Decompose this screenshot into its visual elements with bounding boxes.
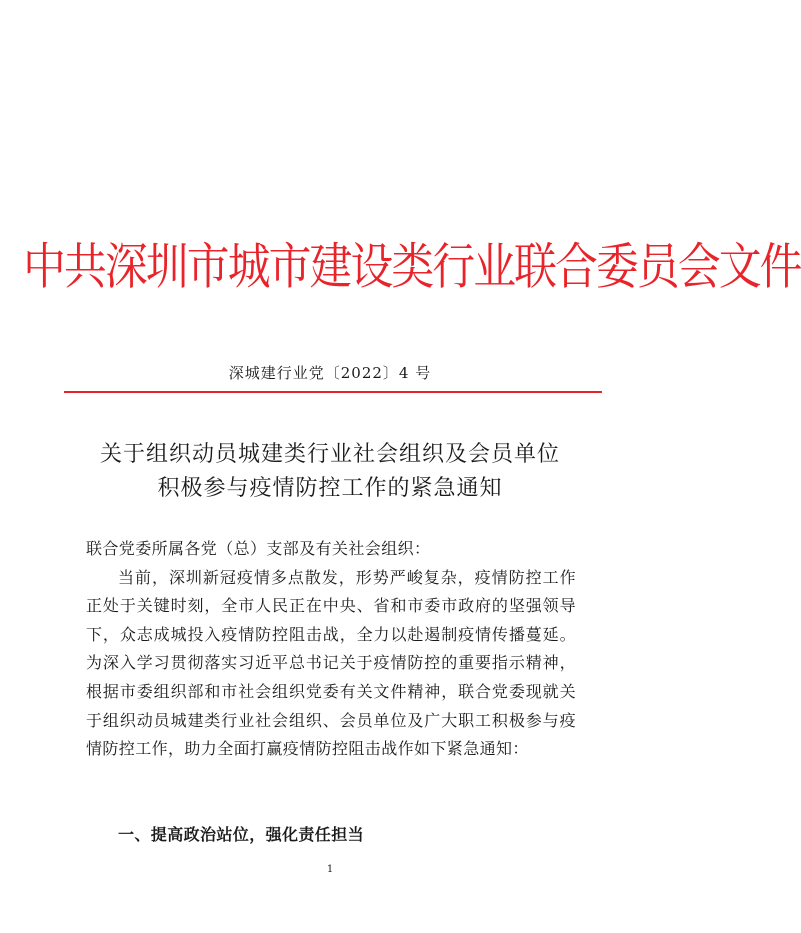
- masthead-title: 中共深圳市城市建设类行业联合委员会文件: [23, 236, 801, 296]
- notice-title: [0, 438, 660, 506]
- document-number: 深城建行业党〔2022〕4 号: [228, 364, 432, 382]
- salutation: 联合党委所属各党（总）支部及有关社会组织：: [86, 539, 431, 558]
- notice-title-line-1: 关于组织动员城建类行业社会组织及会员单位: [99, 442, 560, 467]
- page-number: 1: [326, 864, 334, 875]
- red-divider-line: [64, 391, 602, 393]
- section-heading: 一、提高政治站位，强化责任担当: [118, 825, 365, 844]
- notice-body: [86, 535, 576, 764]
- notice-title-line-2: 积极参与疫情防控工作的紧急通知: [157, 476, 503, 501]
- body-paragraph: 当前，深圳新冠疫情多点散发，形势严峻复杂，疫情防控工作正处于关键时刻，全市人民正在中央、省和市委市政府的坚强领导下，众志成城投入疫情防控阻击战，全力以赴遏制疫情传播蔓延。为深入学习贯彻落实习近平总书记关于疫情防控的重要指示精神，根据市委组织部和市社会组织党委有关文件精神，联合党委现就关于组织动员城建类行业社会组织、会员单位及广大职工积极参与疫情防控工作，助力全面打赢疫情防控阻击战作如下紧急通知：: [86, 567, 576, 759]
